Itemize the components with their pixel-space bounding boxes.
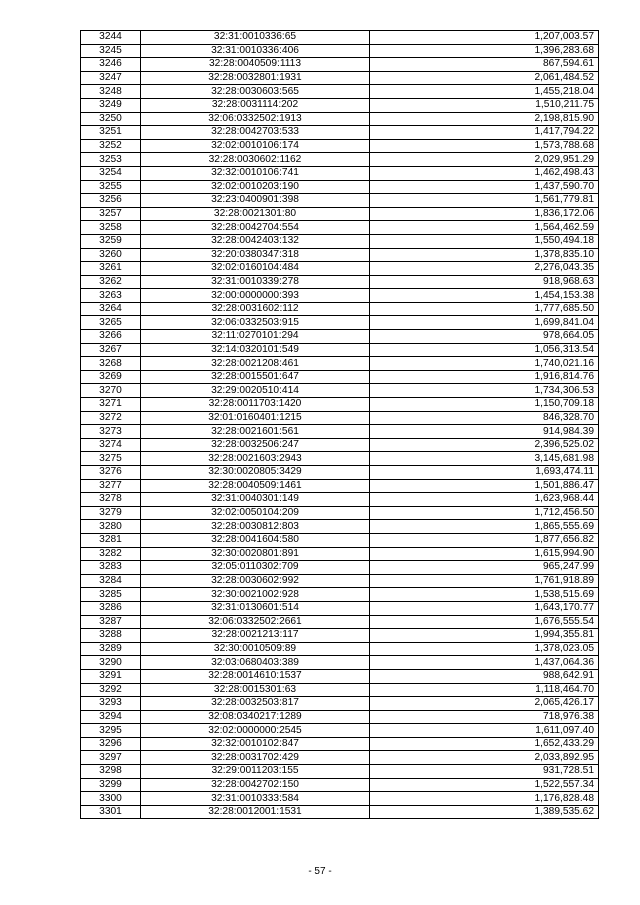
row-number-cell: 3298 — [81, 765, 141, 779]
row-number-cell: 3269 — [81, 370, 141, 384]
value-cell: 2,065,426.17 — [370, 697, 599, 711]
table-row — [81, 85, 599, 99]
value-cell: 867,594.61 — [370, 58, 599, 72]
value-cell: 1,777,685.50 — [370, 302, 599, 316]
value-cell: 1,378,023.05 — [370, 642, 599, 656]
row-number-cell: 3289 — [81, 642, 141, 656]
value-cell: 1,389,535.62 — [370, 805, 599, 819]
row-number-cell: 3292 — [81, 683, 141, 697]
table-row — [81, 778, 599, 792]
table-row — [81, 112, 599, 126]
cadastral-number-cell: 32:28:0042704:554 — [141, 221, 370, 235]
cadastral-number-cell: 32:28:0021301:80 — [141, 207, 370, 221]
table-row — [81, 506, 599, 520]
value-cell: 1,550,494.18 — [370, 234, 599, 248]
cadastral-number-cell: 32:28:0031702:429 — [141, 751, 370, 765]
value-cell: 1,207,003.57 — [370, 31, 599, 45]
row-number-cell: 3245 — [81, 44, 141, 58]
row-number-cell: 3283 — [81, 561, 141, 575]
row-number-cell: 3285 — [81, 588, 141, 602]
row-number-cell: 3247 — [81, 71, 141, 85]
table-row — [81, 629, 599, 643]
value-cell: 1,734,306.53 — [370, 384, 599, 398]
cadastral-number-cell: 32:01:0160401:1215 — [141, 411, 370, 425]
table-row — [81, 302, 599, 316]
cadastral-number-cell: 32:02:0010203:190 — [141, 180, 370, 194]
row-number-cell: 3299 — [81, 778, 141, 792]
row-number-cell: 3290 — [81, 656, 141, 670]
row-number-cell: 3294 — [81, 710, 141, 724]
table-row — [81, 547, 599, 561]
table-row — [81, 357, 599, 371]
value-cell: 1,454,153.38 — [370, 289, 599, 303]
row-number-cell: 3296 — [81, 737, 141, 751]
value-cell: 1,437,590.70 — [370, 180, 599, 194]
row-number-cell: 3253 — [81, 153, 141, 167]
value-cell: 2,276,043.35 — [370, 262, 599, 276]
row-number-cell: 3248 — [81, 85, 141, 99]
row-number-cell: 3263 — [81, 289, 141, 303]
value-cell: 965,247.99 — [370, 561, 599, 575]
cadastral-number-cell: 32:28:0021208:461 — [141, 357, 370, 371]
table-row — [81, 479, 599, 493]
row-number-cell: 3280 — [81, 520, 141, 534]
value-cell: 1,378,835.10 — [370, 248, 599, 262]
cadastral-number-cell: 32:30:0010509:89 — [141, 642, 370, 656]
table-row — [81, 697, 599, 711]
value-cell: 1,150,709.18 — [370, 398, 599, 412]
table-row — [81, 656, 599, 670]
cadastral-number-cell: 32:28:0031602:112 — [141, 302, 370, 316]
cadastral-number-cell: 32:28:0011703:1420 — [141, 398, 370, 412]
table-row — [81, 262, 599, 276]
cadastral-number-cell: 32:00:0000000:393 — [141, 289, 370, 303]
value-cell: 1,564,462.59 — [370, 221, 599, 235]
value-cell: 978,664.05 — [370, 330, 599, 344]
row-number-cell: 3297 — [81, 751, 141, 765]
cadastral-number-cell: 32:28:0014610:1537 — [141, 669, 370, 683]
table-row — [81, 792, 599, 806]
cadastral-number-cell: 32:28:0012001:1531 — [141, 805, 370, 819]
table-row — [81, 153, 599, 167]
table-row — [81, 316, 599, 330]
table-row — [81, 384, 599, 398]
value-cell: 1,994,355.81 — [370, 629, 599, 643]
cadastral-number-cell: 32:32:0010106:741 — [141, 166, 370, 180]
value-cell: 914,984.39 — [370, 425, 599, 439]
table-row — [81, 166, 599, 180]
row-number-cell: 3281 — [81, 533, 141, 547]
cadastral-number-cell: 32:31:0010336:65 — [141, 31, 370, 45]
cadastral-number-cell: 32:02:0000000:2545 — [141, 724, 370, 738]
table-row — [81, 194, 599, 208]
value-cell: 846,328.70 — [370, 411, 599, 425]
value-cell: 2,198,815.90 — [370, 112, 599, 126]
row-number-cell: 3264 — [81, 302, 141, 316]
row-number-cell: 3265 — [81, 316, 141, 330]
table-row — [81, 724, 599, 738]
cadastral-number-cell: 32:28:0021603:2943 — [141, 452, 370, 466]
row-number-cell: 3268 — [81, 357, 141, 371]
table-row — [81, 438, 599, 452]
table-row — [81, 31, 599, 45]
cadastral-number-cell: 32:30:0021002:928 — [141, 588, 370, 602]
cadastral-number-cell: 32:31:0010336:406 — [141, 44, 370, 58]
value-cell: 1,396,283.68 — [370, 44, 599, 58]
cadastral-number-cell: 32:28:0032503:817 — [141, 697, 370, 711]
cadastral-number-cell: 32:06:0332503:915 — [141, 316, 370, 330]
table-row — [81, 425, 599, 439]
table-row — [81, 765, 599, 779]
row-number-cell: 3266 — [81, 330, 141, 344]
cadastral-number-cell: 32:28:0042703:533 — [141, 126, 370, 140]
cadastral-number-cell: 32:02:0160104:484 — [141, 262, 370, 276]
table-row — [81, 343, 599, 357]
value-cell: 1,056,313.54 — [370, 343, 599, 357]
cadastral-number-cell: 32:06:0332502:2661 — [141, 615, 370, 629]
value-cell: 1,761,918.89 — [370, 574, 599, 588]
cadastral-number-cell: 32:14:0320101:549 — [141, 343, 370, 357]
row-number-cell: 3258 — [81, 221, 141, 235]
table-row — [81, 574, 599, 588]
row-number-cell: 3295 — [81, 724, 141, 738]
row-number-cell: 3301 — [81, 805, 141, 819]
table-row — [81, 71, 599, 85]
value-cell: 1,623,968.44 — [370, 493, 599, 507]
row-number-cell: 3272 — [81, 411, 141, 425]
value-cell: 1,522,557.34 — [370, 778, 599, 792]
table-row — [81, 805, 599, 819]
table-row — [81, 710, 599, 724]
table-row — [81, 275, 599, 289]
value-cell: 2,029,951.29 — [370, 153, 599, 167]
value-cell: 2,061,484.52 — [370, 71, 599, 85]
value-cell: 2,396,525.02 — [370, 438, 599, 452]
value-cell: 1,437,064.36 — [370, 656, 599, 670]
table-row — [81, 248, 599, 262]
row-number-cell: 3246 — [81, 58, 141, 72]
cadastral-number-cell: 32:08:0340217:1289 — [141, 710, 370, 724]
row-number-cell: 3254 — [81, 166, 141, 180]
value-cell: 1,573,788.68 — [370, 139, 599, 153]
value-cell: 1,865,555.69 — [370, 520, 599, 534]
value-cell: 1,118,464.70 — [370, 683, 599, 697]
table-row — [81, 126, 599, 140]
table-row — [81, 669, 599, 683]
table-row — [81, 466, 599, 480]
table-row — [81, 737, 599, 751]
table-row — [81, 751, 599, 765]
table-row — [81, 588, 599, 602]
cadastral-number-cell: 32:28:0040509:1461 — [141, 479, 370, 493]
page-number: - 57 - — [308, 866, 332, 877]
table-row — [81, 139, 599, 153]
cadastral-number-cell: 32:31:0010339:278 — [141, 275, 370, 289]
cadastral-number-cell: 32:28:0015301:63 — [141, 683, 370, 697]
row-number-cell: 3249 — [81, 98, 141, 112]
value-cell: 988,642.91 — [370, 669, 599, 683]
cadastral-number-cell: 32:32:0010102:847 — [141, 737, 370, 751]
row-number-cell: 3293 — [81, 697, 141, 711]
cadastral-number-cell: 32:28:0021601:561 — [141, 425, 370, 439]
cadastral-number-cell: 32:06:0332502:1913 — [141, 112, 370, 126]
table-body — [81, 31, 599, 819]
cadastral-number-cell: 32:28:0032506:247 — [141, 438, 370, 452]
value-cell: 918,968.63 — [370, 275, 599, 289]
value-cell: 1,699,841.04 — [370, 316, 599, 330]
value-cell: 1,877,656.82 — [370, 533, 599, 547]
table-row — [81, 452, 599, 466]
row-number-cell: 3273 — [81, 425, 141, 439]
row-number-cell: 3284 — [81, 574, 141, 588]
cadastral-number-cell: 32:28:0030602:992 — [141, 574, 370, 588]
value-cell: 1,740,021.16 — [370, 357, 599, 371]
value-cell: 1,916,814.76 — [370, 370, 599, 384]
value-cell: 1,615,994.90 — [370, 547, 599, 561]
table-row — [81, 58, 599, 72]
cadastral-number-cell: 32:28:0030603:565 — [141, 85, 370, 99]
row-number-cell: 3252 — [81, 139, 141, 153]
cadastral-number-cell: 32:02:0010106:174 — [141, 139, 370, 153]
row-number-cell: 3282 — [81, 547, 141, 561]
row-number-cell: 3278 — [81, 493, 141, 507]
value-cell: 1,462,498.43 — [370, 166, 599, 180]
table-row — [81, 615, 599, 629]
cadastral-number-cell: 32:28:0031114:202 — [141, 98, 370, 112]
cadastral-number-cell: 32:29:0011203:155 — [141, 765, 370, 779]
table-row — [81, 207, 599, 221]
table-row — [81, 289, 599, 303]
cadastral-number-cell: 32:28:0030602:1162 — [141, 153, 370, 167]
value-cell: 931,728.51 — [370, 765, 599, 779]
row-number-cell: 3287 — [81, 615, 141, 629]
value-cell: 1,561,779.81 — [370, 194, 599, 208]
row-number-cell: 3288 — [81, 629, 141, 643]
cadastral-number-cell: 32:31:0010333:584 — [141, 792, 370, 806]
value-cell: 1,455,218.04 — [370, 85, 599, 99]
table-row — [81, 44, 599, 58]
table-row — [81, 98, 599, 112]
row-number-cell: 3262 — [81, 275, 141, 289]
cadastral-number-cell: 32:28:0021213:117 — [141, 629, 370, 643]
cadastral-number-cell: 32:31:0040301:149 — [141, 493, 370, 507]
row-number-cell: 3250 — [81, 112, 141, 126]
row-number-cell: 3300 — [81, 792, 141, 806]
cadastral-number-cell: 32:03:0680403:389 — [141, 656, 370, 670]
table-row — [81, 601, 599, 615]
value-cell: 1,693,474.11 — [370, 466, 599, 480]
row-number-cell: 3267 — [81, 343, 141, 357]
value-cell: 1,836,172.06 — [370, 207, 599, 221]
value-cell: 3,145,681.98 — [370, 452, 599, 466]
table-row — [81, 533, 599, 547]
table-row — [81, 234, 599, 248]
value-cell: 1,643,170.77 — [370, 601, 599, 615]
cadastral-number-cell: 32:28:0015501:647 — [141, 370, 370, 384]
row-number-cell: 3291 — [81, 669, 141, 683]
value-cell: 1,538,515.69 — [370, 588, 599, 602]
row-number-cell: 3251 — [81, 126, 141, 140]
row-number-cell: 3270 — [81, 384, 141, 398]
table-row — [81, 180, 599, 194]
cadastral-value-table — [80, 30, 599, 819]
cadastral-number-cell: 32:28:0042702:150 — [141, 778, 370, 792]
row-number-cell: 3261 — [81, 262, 141, 276]
value-cell: 1,501,886.47 — [370, 479, 599, 493]
row-number-cell: 3276 — [81, 466, 141, 480]
row-number-cell: 3271 — [81, 398, 141, 412]
row-number-cell: 3275 — [81, 452, 141, 466]
table-row — [81, 561, 599, 575]
row-number-cell: 3257 — [81, 207, 141, 221]
table-row — [81, 520, 599, 534]
row-number-cell: 3259 — [81, 234, 141, 248]
cadastral-number-cell: 32:05:0110302:709 — [141, 561, 370, 575]
cadastral-number-cell: 32:23:0400901:398 — [141, 194, 370, 208]
row-number-cell: 3277 — [81, 479, 141, 493]
cadastral-number-cell: 32:29:0020510:414 — [141, 384, 370, 398]
cadastral-number-cell: 32:02:0050104:209 — [141, 506, 370, 520]
value-cell: 1,652,433.29 — [370, 737, 599, 751]
table-row — [81, 330, 599, 344]
value-cell: 718,976.38 — [370, 710, 599, 724]
cadastral-number-cell: 32:28:0041604:580 — [141, 533, 370, 547]
value-cell: 1,510,211.75 — [370, 98, 599, 112]
cadastral-number-cell: 32:28:0032801:1931 — [141, 71, 370, 85]
table-row — [81, 370, 599, 384]
value-cell: 1,712,456.50 — [370, 506, 599, 520]
row-number-cell: 3255 — [81, 180, 141, 194]
cadastral-number-cell: 32:30:0020805:3429 — [141, 466, 370, 480]
cadastral-number-cell: 32:11:0270101:294 — [141, 330, 370, 344]
value-cell: 1,417,794.22 — [370, 126, 599, 140]
cadastral-number-cell: 32:20:0380347:318 — [141, 248, 370, 262]
row-number-cell: 3279 — [81, 506, 141, 520]
table-row — [81, 411, 599, 425]
cadastral-number-cell: 32:28:0030812:803 — [141, 520, 370, 534]
cadastral-number-cell: 32:28:0040509:1113 — [141, 58, 370, 72]
value-cell: 1,611,097.40 — [370, 724, 599, 738]
row-number-cell: 3274 — [81, 438, 141, 452]
value-cell: 2,033,892.95 — [370, 751, 599, 765]
table-row — [81, 683, 599, 697]
value-cell: 1,676,555.54 — [370, 615, 599, 629]
table-row — [81, 642, 599, 656]
table-row — [81, 221, 599, 235]
row-number-cell: 3244 — [81, 31, 141, 45]
value-cell: 1,176,828.48 — [370, 792, 599, 806]
cadastral-number-cell: 32:28:0042403:132 — [141, 234, 370, 248]
row-number-cell: 3256 — [81, 194, 141, 208]
row-number-cell: 3286 — [81, 601, 141, 615]
row-number-cell: 3260 — [81, 248, 141, 262]
table-row — [81, 398, 599, 412]
cadastral-number-cell: 32:30:0020801:891 — [141, 547, 370, 561]
cadastral-number-cell: 32:31:0130601:514 — [141, 601, 370, 615]
table-row — [81, 493, 599, 507]
